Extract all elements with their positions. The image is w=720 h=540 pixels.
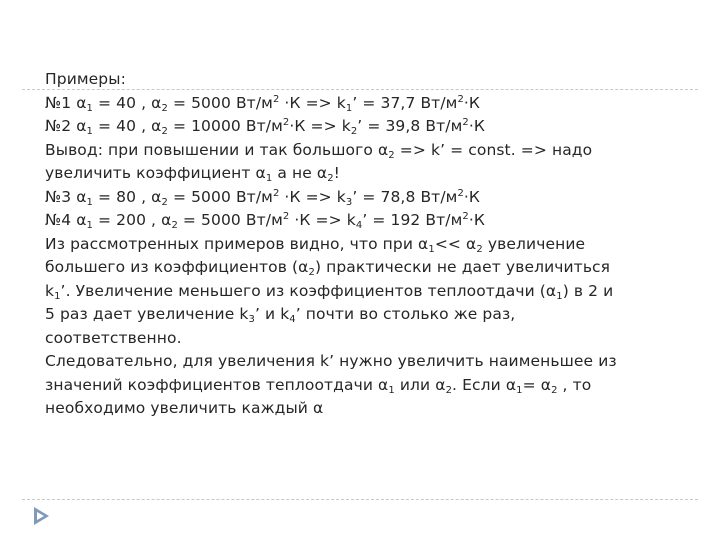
analysis-line-2: большего из коэффициентов $(\alpha_2)$ практически не дает увеличиться [45, 258, 611, 278]
examples-heading: Примеры: [45, 70, 126, 88]
example-2: №2 $\alpha_1 = 40$ , $\alpha_2 = 10000$ $Вт/м^2\cdot К => k_2$’ = 39,8 $Вт/м^2\cdot К$ [45, 117, 485, 137]
conclusion-line-2: увеличить коэффициент $\alpha_1$ а не $\alpha_2$! [45, 164, 340, 184]
example-4: №4 $\alpha_1 = 200$ , $\alpha_2 = 5000$ $Вт/м^2 \cdot К => k_4$’ = 192 $Вт/м^2\cdot К$ [45, 211, 485, 231]
analysis-line-5: соответственно. [45, 328, 182, 347]
analysis-line-4: 5 раз дает увеличение $k_3$’ и $k_4$’ почти во столько же раз, [45, 305, 516, 325]
analysis-line-3: $k_1$’. Увеличение меньшего из коэффициентов теплоотдачи $(\alpha_1)$ в 2 и [45, 281, 614, 302]
final-line-2: значений коэффициентов теплоотдачи $\alpha_1$ или $\alpha_2$. Если $\alpha_1= \alpha_2$ , то [45, 375, 592, 396]
triangle-arrow-icon-graphic [30, 505, 52, 527]
bottom-divider [22, 499, 698, 500]
conclusion-line-1: Вывод: при повышении и так большого $\alpha_2 => k$’ = const. => надо [45, 140, 593, 161]
example-3: №3 $\alpha_1 = 80$ , $\alpha_2 = 5000$ $Вт/м^2 \cdot К => k_3$’ = 78,8 $Вт/м^2\cdot К$ [45, 187, 481, 208]
final-line-1: Следовательно, для увеличения k’ нужно увеличить наименьшее из [45, 352, 617, 370]
final-line-3: необходимо увеличить каждый α [45, 399, 324, 417]
analysis-line-1: Из рассмотренных примеров видно, что при $\alpha_1<< \alpha_2$ увеличение [45, 234, 586, 255]
slide-body [45, 68, 695, 421]
example-1: №1 $\alpha_1 = 40$ , $\alpha_2 = 5000$ $Вт/м^2 \cdot К => k_1$’ = 37,7 $Вт/м^2\cdot К$ [45, 93, 481, 114]
triangle-arrow-icon[interactable] [30, 505, 52, 527]
